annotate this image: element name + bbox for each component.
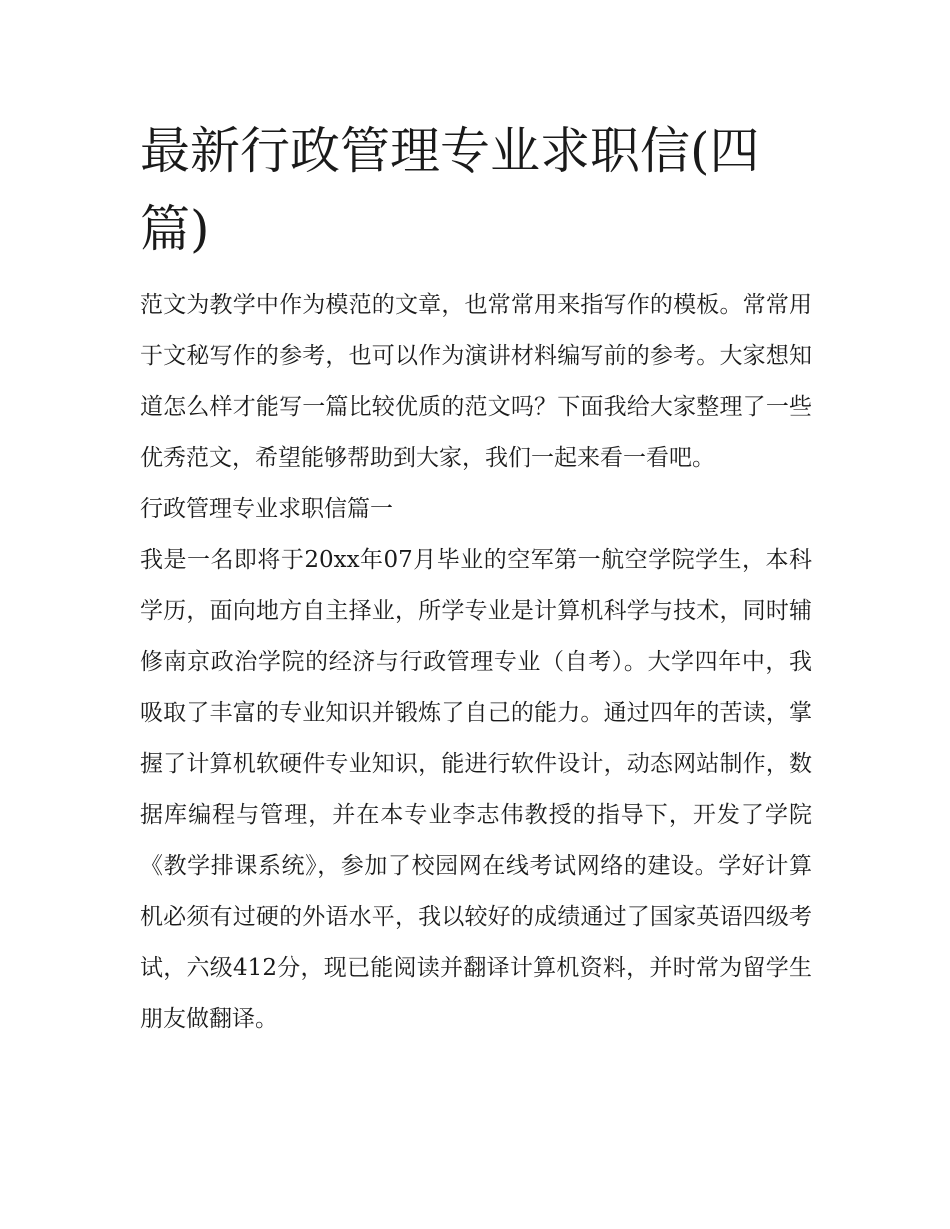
intro-paragraph: 范文为教学中作为模范的文章，也常常用来指写作的模板。常常用于文秘写作的参考，也可以作为演讲材料编写前的参考。大家想知道怎么样才能写一篇比较优质的范文吗？下面我给大家整理了一些优秀范文，希望能够帮助到大家，我们一起来看一看吧。 [140, 292, 812, 471]
document-content [140, 280, 812, 1045]
body-paragraph: 我是一名即将于20xx年07月毕业的空军第一航空学院学生，本科学历，面向地方自主择业，所学专业是计算机科学与技术，同时辅修南京政治学院的经济与行政管理专业（自考）。大学四年中，我吸取了丰富的专业知识并锻炼了自己的能力。通过四年的苦读，掌握了计算机软硬件专业知识，能进行软件设计，动态网站制作，数据库编程与管理，并在本专业李志伟教授的指导下，开发了学院《教学排课系统》，参加了校园网在线考试网络的建设。学好计算机必须有过硬的外语水平，我以较好的成绩通过了国家英语四级考试，六级412分，现已能阅读并翻译计算机资料，并时常为留学生朋友做翻译。 [140, 547, 812, 1032]
section-heading: 行政管理专业求职信篇一 [140, 496, 393, 522]
document-title: 最新行政管理专业求职信(四篇) [140, 122, 760, 258]
